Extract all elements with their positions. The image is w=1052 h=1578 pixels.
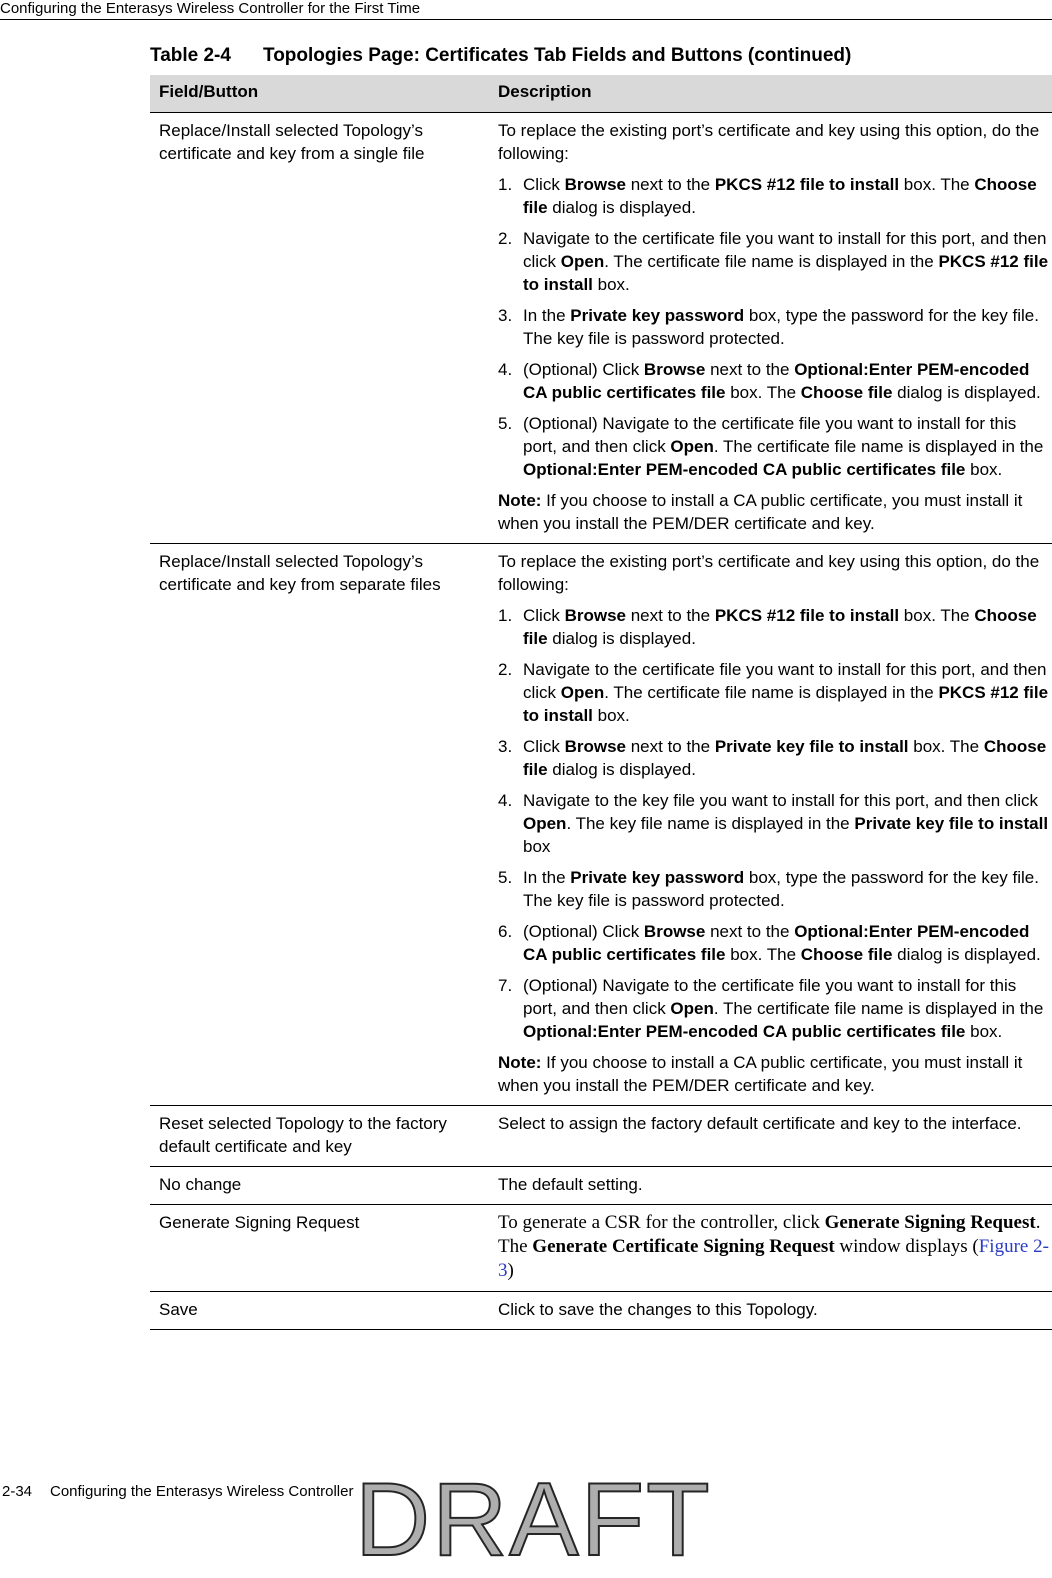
figure-link[interactable]: Figure 2-3: [498, 1236, 1049, 1281]
description-cell: The default setting.: [489, 1167, 1052, 1205]
step-item: 3. Click Browse next to the Private key file to install box. The Choose file dialog is displayed.: [498, 737, 1047, 779]
table-caption: [150, 44, 851, 68]
description-cell: Click to save the changes to this Topology.: [489, 1292, 1052, 1330]
field-cell: Replace/Install selected Topology’s certificate and key from a single file: [150, 113, 489, 544]
field-cell: Reset selected Topology to the factory default certificate and key: [150, 1106, 489, 1167]
table-row: [150, 1106, 1052, 1167]
field-cell: Save: [150, 1292, 489, 1330]
step-item: 2. Navigate to the certificate file you want to install for this port, and then click Open. The certificate file name is displayed in the PKCS #12 file to install box.: [498, 660, 1049, 725]
draft-watermark: DRAFT: [355, 1462, 712, 1578]
field-cell: Replace/Install selected Topology’s certificate and key from separate files: [150, 544, 489, 1106]
intro-text: To replace the existing port’s certificate and key using this option, do the following:: [498, 121, 1040, 163]
step-item: 1. Click Browse next to the PKCS #12 file to install box. The Choose file dialog is displayed.: [498, 175, 1037, 217]
table-row: [150, 544, 1052, 1106]
header-description: Description: [489, 75, 1052, 113]
step-item: 3. In the Private key password box, type the password for the key file. The key file is password protected.: [498, 306, 1039, 348]
table-header-row: [150, 75, 1052, 113]
footer-title: Configuring the Enterasys Wireless Controller: [50, 1483, 354, 1500]
field-cell: No change: [150, 1167, 489, 1205]
page-number: 2-34: [2, 1483, 33, 1500]
table-number: Table 2-4: [150, 45, 231, 66]
table-row: [150, 1205, 1052, 1292]
description-cell: Select to assign the factory default certificate and key to the interface.: [489, 1106, 1052, 1167]
header-field-button: Field/Button: [150, 75, 489, 113]
page-footer: [2, 1483, 353, 1501]
step-item: 6. (Optional) Click Browse next to the Optional:Enter PEM-encoded CA public certificates file box. The Choose file dialog is displayed.: [498, 922, 1041, 964]
table-row: [150, 1292, 1052, 1330]
field-cell: Generate Signing Request: [150, 1205, 489, 1292]
running-header-title: Configuring the Enterasys Wireless Controller for the First Time: [0, 0, 421, 17]
running-header: [0, 0, 1052, 20]
table-row: [150, 1167, 1052, 1205]
step-item: 5. (Optional) Navigate to the certificate file you want to install for this port, and then click Open. The certificate file name is displayed in the Optional:Enter PEM-encoded CA public certificates file box.: [498, 414, 1044, 479]
table-title: Topologies Page: Certificates Tab Fields and Buttons (continued): [263, 45, 852, 66]
step-item: 5. In the Private key password box, type the password for the key file. The key file is password protected.: [498, 868, 1039, 910]
step-item: 2. Navigate to the certificate file you want to install for this port, and then click Open. The certificate file name is displayed in the PKCS #12 file to install box.: [498, 229, 1049, 294]
step-item: 4. (Optional) Click Browse next to the Optional:Enter PEM-encoded CA public certificates file box. The Choose file dialog is displayed.: [498, 360, 1041, 402]
step-item: 1. Click Browse next to the PKCS #12 file to install box. The Choose file dialog is displayed.: [498, 606, 1037, 648]
description-cell: [489, 113, 1052, 544]
table-row: [150, 113, 1052, 544]
fields-table: [150, 75, 1052, 1330]
intro-text: To replace the existing port’s certificate and key using this option, do the following:: [498, 552, 1040, 594]
step-item: 4. Navigate to the key file you want to install for this port, and then click Open. The key file name is displayed in the Private key file to install box: [498, 791, 1049, 856]
step-item: 7. (Optional) Navigate to the certificate file you want to install for this port, and then click Open. The certificate file name is displayed in the Optional:Enter PEM-encoded CA public certificates file box.: [498, 976, 1044, 1041]
note: Note: If you choose to install a CA public certificate, you must install it when you install the PEM/DER certificate and key.: [498, 491, 1023, 533]
note: Note: If you choose to install a CA public certificate, you must install it when you install the PEM/DER certificate and key.: [498, 1053, 1023, 1095]
description-cell: [489, 544, 1052, 1106]
description-cell: To generate a CSR for the controller, click Generate Signing Request. The Generate Certificate Signing Request window displays (Figure 2-3): [489, 1205, 1052, 1292]
